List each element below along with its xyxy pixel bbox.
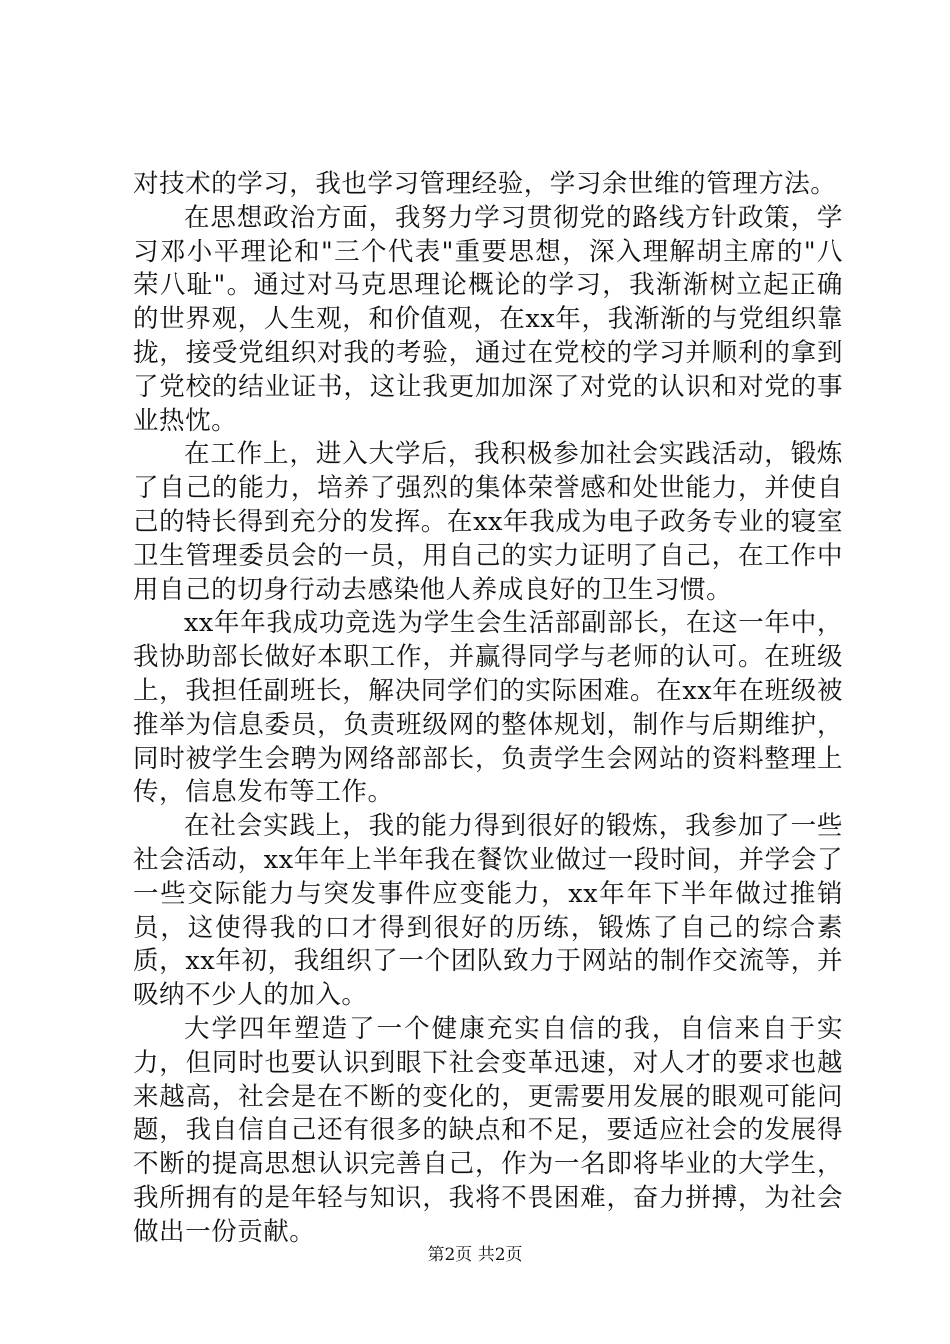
document-body (133, 168, 843, 1250)
paragraph-work: 在工作上，进入大学后，我积极参加社会实践活动，锻炼了自己的能力，培养了强烈的集体荣誉感和处世能力，并使自己的特长得到充分的发挥。在xx年我成为电子政务专业的寝室卫生管理委员会的一员，用自己的实力证明了自己，在工作中用自己的切身行动去感染他人养成良好的卫生习惯。 (133, 439, 843, 605)
paragraph-social-practice: 在社会实践上，我的能力得到很好的锻炼，我参加了一些社会活动，xx年年上半年我在餐饮业做过一段时间，并学会了一些交际能力与突发事件应变能力，xx年年下半年做过推销员，这使得我的口才得到很好的历练，锻炼了自己的综合素质，xx年初，我组织了一个团队致力于网站的制作交流等，并吸纳不少人的加入。 (133, 811, 843, 1011)
paragraph-continuation: 对技术的学习，我也学习管理经验，学习余世维的管理方法。 (133, 169, 837, 199)
paragraph-political-thought: 在思想政治方面，我努力学习贯彻党的路线方针政策，学习邓小平理论和"三个代表"重要思想，深入理解胡主席的"八荣八耻"。通过对马克思理论概论的学习，我渐渐树立起正确的世界观，人生观，和价值观，在xx年，我渐渐的与党组织靠拢，接受党组织对我的考验，通过在党校的学习并顺利的拿到了党校的结业证书，这让我更加加深了对党的认识和对党的事业热忱。 (133, 202, 843, 436)
paragraph-conclusion: 大学四年塑造了一个健康充实自信的我，自信来自于实力，但同时也要认识到眼下社会变革迅速，对人才的要求也越来越高，社会是在不断的变化的，更需要用发展的眼观可能问题，我自信自己还有很多的缺点和不足，要适应社会的发展得不断的提高思想认识完善自己，作为一名即将毕业的大学生，我所拥有的是年轻与知识，我将不畏困难，奋力拼搏，为社会做出一份贡献。 (133, 1013, 843, 1247)
page-number-footer: 第2页 共2页 (427, 1245, 523, 1265)
paragraph-student-union: xx年年我成功竞选为学生会生活部副部长，在这一年中，我协助部长做好本职工作，并赢得同学与老师的认可。在班级上，我担任副班长，解决同学们的实际困难。在xx年在班级被推举为信息委员，负责班级网的整体规划，制作与后期维护，同时被学生会聘为网络部部长，负责学生会网站的资料整理上传，信息发布等工作。 (133, 608, 843, 808)
